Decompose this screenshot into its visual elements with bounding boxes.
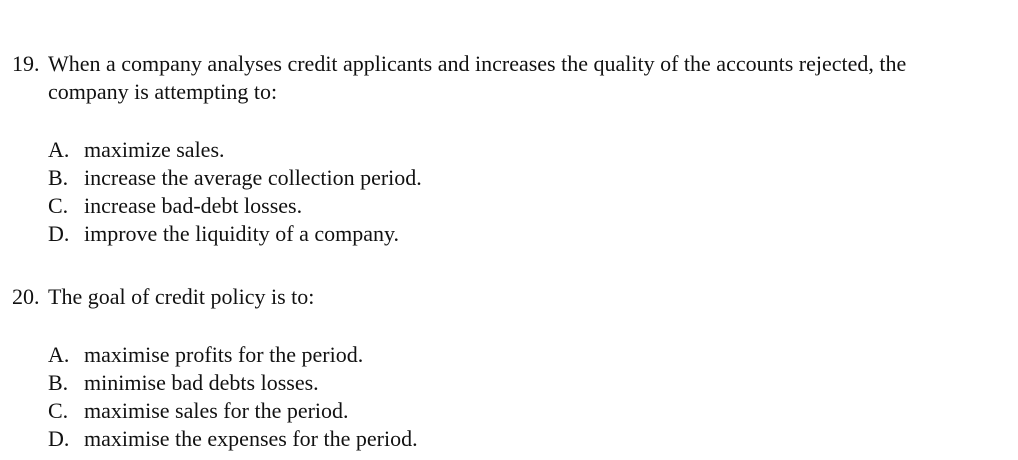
option-text: maximise profits for the period. bbox=[84, 342, 364, 367]
option-a bbox=[48, 136, 1002, 164]
option-b bbox=[48, 369, 1002, 397]
option-d bbox=[48, 425, 1002, 453]
option-c bbox=[48, 397, 1002, 425]
option-text: maximise the expenses for the period. bbox=[84, 426, 418, 451]
option-letter: C. bbox=[48, 398, 69, 423]
answer-options bbox=[48, 341, 1002, 453]
option-letter: D. bbox=[48, 426, 70, 451]
option-letter: A. bbox=[48, 342, 70, 367]
option-letter: B. bbox=[48, 165, 69, 190]
question-stem bbox=[12, 283, 1002, 311]
question-stem bbox=[12, 50, 1002, 106]
answer-options bbox=[48, 136, 1002, 248]
option-c bbox=[48, 192, 1002, 220]
option-text: maximize sales. bbox=[84, 137, 225, 162]
option-text: improve the liquidity of a company. bbox=[84, 221, 400, 246]
option-a bbox=[48, 341, 1002, 369]
question-20 bbox=[12, 283, 1002, 453]
option-letter: C. bbox=[48, 193, 69, 218]
option-d bbox=[48, 220, 1002, 248]
option-text: increase bad-debt losses. bbox=[84, 193, 303, 218]
option-text: maximise sales for the period. bbox=[84, 398, 349, 423]
option-letter: B. bbox=[48, 370, 69, 395]
option-b bbox=[48, 164, 1002, 192]
option-text: minimise bad debts losses. bbox=[84, 370, 319, 395]
question-number: 20. bbox=[12, 284, 40, 309]
option-letter: A. bbox=[48, 137, 70, 162]
question-text: When a company analyses credit applicants and increases the quality of the accounts rejected, the company is attempting to: bbox=[48, 51, 907, 104]
question-text: The goal of credit policy is to: bbox=[48, 284, 315, 309]
question-number: 19. bbox=[12, 51, 40, 76]
option-text: increase the average collection period. bbox=[84, 165, 422, 190]
option-letter: D. bbox=[48, 221, 70, 246]
question-19 bbox=[12, 50, 1002, 248]
